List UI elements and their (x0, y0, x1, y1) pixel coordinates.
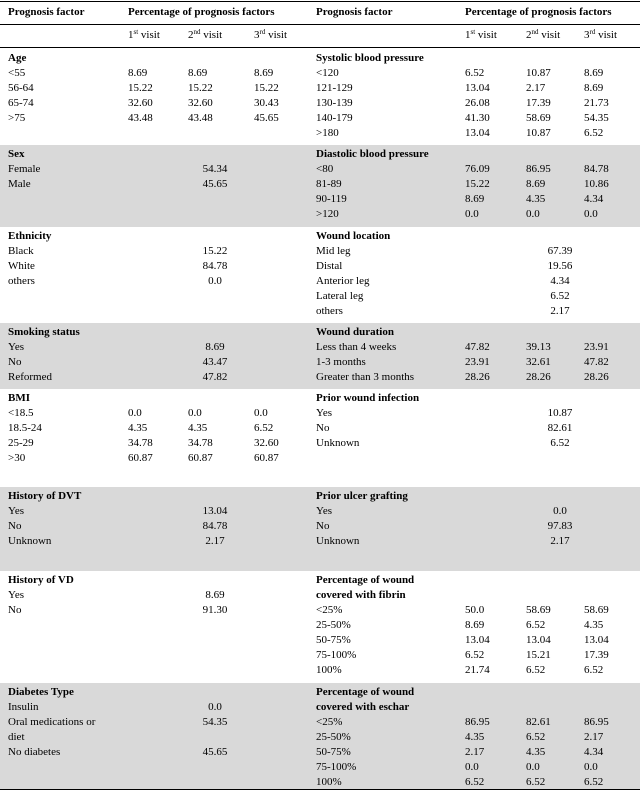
row-label: Yes (316, 505, 333, 517)
row-label: Less than 4 weeks (316, 341, 397, 353)
value-cell: 47.82 (202, 371, 228, 383)
value-cell: 67.39 (547, 245, 573, 257)
value-cell: 13.04 (202, 505, 228, 517)
visit-header-left-2 (188, 28, 222, 43)
row-label: Yes (8, 589, 25, 601)
value-cell: 8.69 (584, 67, 604, 79)
value-cell: 82.61 (526, 716, 551, 728)
value-cell: 2.17 (550, 535, 570, 547)
row-label: 65-74 (8, 97, 34, 109)
section-title: Prior wound infection (316, 392, 420, 404)
row-label: White (8, 260, 35, 272)
value-cell: 0.0 (188, 407, 202, 419)
row-label: No (8, 520, 22, 532)
value-cell: 84.78 (202, 260, 228, 272)
subheader-rule (0, 47, 640, 48)
row-label: Black (8, 245, 34, 257)
value-cell: 2.17 (584, 731, 604, 743)
value-cell: 15.22 (202, 245, 228, 257)
value-cell: 2.17 (465, 746, 485, 758)
visit-header-right-2 (526, 28, 560, 43)
section-title: Percentage of wound (316, 574, 415, 586)
row-label: others (8, 275, 35, 287)
value-cell: 45.65 (254, 112, 279, 124)
visit-header-left-3 (254, 28, 287, 43)
section-title: Percentage of wound (316, 686, 415, 698)
value-cell: 21.73 (584, 97, 609, 109)
row-label: 25-29 (8, 437, 34, 449)
value-cell: 26.08 (465, 97, 490, 109)
row-label: 81-89 (316, 178, 342, 190)
row-label: 140-179 (316, 112, 353, 124)
value-cell: 8.69 (465, 619, 485, 631)
section-title: Wound location (316, 230, 391, 242)
header-prognosis-factor-right: Prognosis factor (316, 6, 393, 18)
value-cell: 91.30 (202, 604, 228, 616)
value-cell: 6.52 (526, 776, 546, 788)
value-cell: 84.78 (202, 520, 228, 532)
section-title: covered with fibrin (316, 589, 406, 601)
value-cell: 4.34 (584, 193, 604, 205)
row-label: 130-139 (316, 97, 353, 109)
section-title: Diabetes Type (8, 686, 74, 698)
value-cell: 13.04 (465, 127, 490, 139)
value-cell: 50.0 (465, 604, 485, 616)
value-cell: 30.43 (254, 97, 279, 109)
value-cell: 0.0 (465, 761, 479, 773)
value-cell: 13.04 (465, 634, 490, 646)
value-cell: 47.82 (584, 356, 609, 368)
section-title: History of VD (8, 574, 74, 586)
visit-header-left-1 (128, 28, 160, 43)
value-cell: 84.78 (584, 163, 609, 175)
value-cell: 58.69 (526, 604, 551, 616)
section-title: History of DVT (8, 490, 82, 502)
visit-word: visit (200, 29, 223, 41)
value-cell: 15.22 (188, 82, 213, 94)
row-label: <80 (316, 163, 334, 175)
row-label: No (316, 520, 330, 532)
row-label: No (8, 356, 22, 368)
visit-header-right-3 (584, 28, 617, 43)
value-cell: 58.69 (584, 604, 609, 616)
value-cell: 6.52 (465, 649, 485, 661)
value-cell: 86.95 (465, 716, 490, 728)
row-label: diet (8, 731, 25, 743)
value-cell: 41.30 (465, 112, 490, 124)
row-label: <18.5 (8, 407, 34, 419)
row-label: Lateral leg (316, 290, 364, 302)
row-label: Reformed (8, 371, 52, 383)
value-cell: 10.87 (526, 67, 551, 79)
row-label: 75-100% (316, 649, 357, 661)
row-label: Unknown (316, 437, 360, 449)
row-label: Yes (316, 407, 333, 419)
value-cell: 6.52 (465, 776, 485, 788)
value-cell: 8.69 (188, 67, 208, 79)
value-cell: 6.52 (526, 731, 546, 743)
row-label: 25-50% (316, 619, 351, 631)
value-cell: 4.34 (584, 746, 604, 758)
value-cell: 17.39 (526, 97, 551, 109)
row-label: <25% (316, 604, 343, 616)
visit-number: 1 (128, 29, 134, 41)
value-cell: 6.52 (584, 127, 604, 139)
row-label: 1-3 months (316, 356, 366, 368)
value-cell: 43.48 (128, 112, 153, 124)
value-cell: 15.21 (526, 649, 551, 661)
value-cell: 54.35 (202, 716, 228, 728)
value-cell: 0.0 (208, 275, 222, 287)
value-cell: 76.09 (465, 163, 490, 175)
value-cell: 32.60 (188, 97, 213, 109)
header-percentage-right: Percentage of prognosis factors (465, 6, 612, 18)
row-label: Anterior leg (316, 275, 370, 287)
section-title: Ethnicity (8, 230, 52, 242)
value-cell: 0.0 (526, 761, 540, 773)
value-cell: 6.52 (584, 664, 604, 676)
value-cell: 60.87 (254, 452, 279, 464)
row-label: >30 (8, 452, 26, 464)
visit-number: 3 (254, 29, 260, 41)
section-title: Age (8, 52, 27, 64)
value-cell: 34.78 (128, 437, 153, 449)
section-title: Diastolic blood pressure (316, 148, 429, 160)
visit-word: visit (265, 29, 288, 41)
row-label: 121-129 (316, 82, 353, 94)
value-cell: 28.26 (584, 371, 609, 383)
section-title: Systolic blood pressure (316, 52, 424, 64)
value-cell: 28.26 (526, 371, 551, 383)
visit-ordinal-suffix: st (470, 28, 476, 36)
value-cell: 15.22 (128, 82, 153, 94)
visit-ordinal-suffix: rd (589, 28, 596, 36)
value-cell: 15.22 (254, 82, 279, 94)
visit-word: visit (475, 29, 497, 41)
visit-word: visit (538, 29, 561, 41)
value-cell: 21.74 (465, 664, 490, 676)
value-cell: 15.22 (465, 178, 490, 190)
value-cell: 17.39 (584, 649, 609, 661)
row-label: Female (8, 163, 41, 175)
row-label: >180 (316, 127, 339, 139)
value-cell: 4.35 (526, 193, 546, 205)
row-label: No (316, 422, 330, 434)
value-cell: 8.69 (254, 67, 274, 79)
visit-ordinal-suffix: nd (531, 28, 539, 36)
value-cell: 0.0 (465, 208, 479, 220)
row-label: Unknown (8, 535, 52, 547)
row-label: 25-50% (316, 731, 351, 743)
row-label: <120 (316, 67, 339, 79)
row-label: Yes (8, 341, 25, 353)
value-cell: 34.78 (188, 437, 213, 449)
value-cell: 0.0 (584, 208, 598, 220)
value-cell: 8.69 (465, 193, 485, 205)
value-cell: 86.95 (526, 163, 551, 175)
value-cell: 23.91 (584, 341, 609, 353)
section-title: Smoking status (8, 326, 80, 338)
section-title: Prior ulcer grafting (316, 490, 408, 502)
value-cell: 19.56 (547, 260, 573, 272)
row-label: Mid leg (316, 245, 351, 257)
value-cell: 6.52 (550, 290, 570, 302)
value-cell: 6.52 (526, 664, 546, 676)
value-cell: 0.0 (584, 761, 598, 773)
row-label: 100% (316, 664, 342, 676)
row-label: Distal (316, 260, 343, 272)
value-cell: 6.52 (254, 422, 274, 434)
value-cell: 4.35 (188, 422, 208, 434)
section-title: BMI (8, 392, 30, 404)
row-label: Insulin (8, 701, 39, 713)
value-cell: 2.17 (526, 82, 546, 94)
value-cell: 8.69 (205, 589, 225, 601)
value-cell: 4.35 (526, 746, 546, 758)
value-cell: 23.91 (465, 356, 490, 368)
value-cell: 0.0 (254, 407, 268, 419)
header-prognosis-factor-left: Prognosis factor (8, 6, 85, 18)
value-cell: 6.52 (465, 67, 485, 79)
value-cell: 39.13 (526, 341, 551, 353)
value-cell: 28.26 (465, 371, 490, 383)
value-cell: 43.47 (202, 356, 228, 368)
section-title: covered with eschar (316, 701, 410, 713)
row-label: >75 (8, 112, 26, 124)
value-cell: 60.87 (188, 452, 213, 464)
value-cell: 45.65 (202, 746, 228, 758)
value-cell: 32.60 (128, 97, 153, 109)
value-cell: 8.69 (584, 82, 604, 94)
visit-word: visit (138, 29, 160, 41)
value-cell: 2.17 (205, 535, 225, 547)
row-label: No diabetes (8, 746, 61, 758)
row-label: others (316, 305, 343, 317)
value-cell: 60.87 (128, 452, 153, 464)
header-rule (0, 24, 640, 25)
value-cell: 13.04 (584, 634, 609, 646)
value-cell: 32.61 (526, 356, 551, 368)
row-label: Yes (8, 505, 25, 517)
value-cell: 4.34 (550, 275, 570, 287)
value-cell: 6.52 (526, 619, 546, 631)
visit-number: 1 (465, 29, 471, 41)
value-cell: 13.04 (526, 634, 551, 646)
value-cell: 10.87 (547, 407, 573, 419)
value-cell: 0.0 (208, 701, 222, 713)
row-label: 18.5-24 (8, 422, 42, 434)
row-label: Unknown (316, 535, 360, 547)
visit-number: 2 (188, 29, 194, 41)
value-cell: 8.69 (128, 67, 148, 79)
value-cell: 6.52 (550, 437, 570, 449)
value-cell: 8.69 (526, 178, 546, 190)
visit-word: visit (595, 29, 618, 41)
value-cell: 2.17 (550, 305, 570, 317)
visit-ordinal-suffix: nd (193, 28, 201, 36)
visit-number: 2 (526, 29, 532, 41)
value-cell: 32.60 (254, 437, 279, 449)
value-cell: 54.35 (584, 112, 609, 124)
value-cell: 54.34 (202, 163, 228, 175)
visit-ordinal-suffix: rd (259, 28, 266, 36)
visit-ordinal-suffix: st (133, 28, 139, 36)
header-percentage-left: Percentage of prognosis factors (128, 6, 275, 18)
row-label: 100% (316, 776, 342, 788)
row-label: 56-64 (8, 82, 34, 94)
section-title: Wound duration (316, 326, 394, 338)
row-label: 50-75% (316, 634, 351, 646)
value-cell: 4.35 (128, 422, 148, 434)
value-cell: 4.35 (584, 619, 604, 631)
value-cell: 0.0 (128, 407, 142, 419)
value-cell: 47.82 (465, 341, 490, 353)
row-label: 75-100% (316, 761, 357, 773)
visit-number: 3 (584, 29, 590, 41)
value-cell: 4.35 (465, 731, 485, 743)
row-label: 90-119 (316, 193, 347, 205)
value-cell: 13.04 (465, 82, 490, 94)
value-cell: 82.61 (547, 422, 573, 434)
value-cell: 86.95 (584, 716, 609, 728)
row-label: Greater than 3 months (316, 371, 415, 383)
value-cell: 0.0 (526, 208, 540, 220)
value-cell: 8.69 (205, 341, 225, 353)
row-label: No (8, 604, 22, 616)
section-title: Sex (8, 148, 25, 160)
value-cell: 10.87 (526, 127, 551, 139)
row-label: Male (8, 178, 31, 190)
row-label: 50-75% (316, 746, 351, 758)
value-cell: 45.65 (202, 178, 228, 190)
value-cell: 97.83 (547, 520, 573, 532)
top-rule (0, 1, 640, 2)
row-label: <55 (8, 67, 26, 79)
value-cell: 6.52 (584, 776, 604, 788)
row-label: Oral medications or (8, 716, 96, 728)
visit-header-right-1 (465, 28, 497, 43)
value-cell: 0.0 (553, 505, 567, 517)
row-label: <25% (316, 716, 343, 728)
value-cell: 10.86 (584, 178, 609, 190)
row-label: >120 (316, 208, 339, 220)
value-cell: 58.69 (526, 112, 551, 124)
value-cell: 43.48 (188, 112, 213, 124)
